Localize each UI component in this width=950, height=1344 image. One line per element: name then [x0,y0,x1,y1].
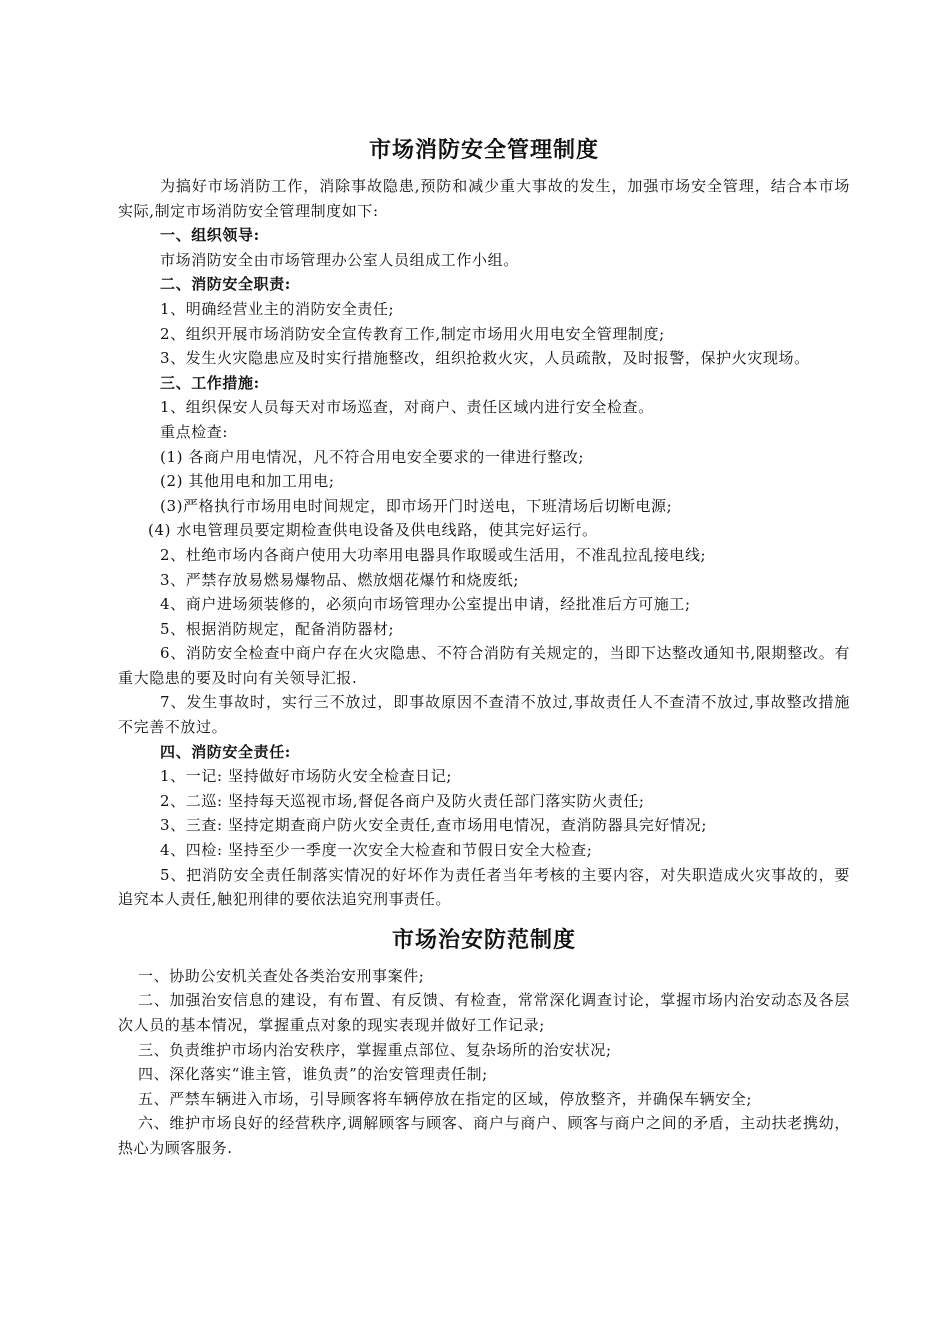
intro-paragraph: 为搞好市场消防工作，消除事故隐患,预防和减少重大事故的发生，加强市场安全管理，结合本市场实际,制定市场消防安全管理制度如下: [118,177,850,220]
inspection-item: (3)严格执行市场用电时间规定，即市场开门时送电，下班清场后切断电源; [160,496,673,515]
responsibility-item: 2、二巡: 坚持每天巡视市场,督促各商户及防火责任部门落实防火责任; [160,791,645,810]
measure-item: 4、商户进场须装修的，必须向市场管理办公室提出申请，经批准后方可施工; [160,595,691,614]
inspection-item: (2) 其他用电和加工用电; [160,472,335,491]
responsibility-item: 3、三查: 坚持定期查商户防火安全责任,查市场用电情况，查消防器具完好情况; [160,816,707,835]
inspection-item: (1) 各商户用电情况，凡不符合用电安全要求的一律进行整改; [160,447,585,466]
measure-item: 5、根据消防规定，配备消防器材; [160,619,395,638]
document-title-public-security: 市场治安防范制度 [391,926,576,953]
responsibility-item: 1、一记: 坚持做好市场防火安全检查日记; [160,767,453,786]
document-title-fire-safety: 市场消防安全管理制度 [368,137,599,163]
responsibility-item: 4、四检: 坚持至少一季度一次安全大检查和节假日安全大检查; [160,841,593,860]
section-heading-organization: 一、组织领导: [160,226,260,245]
section-heading-duties: 二、消防安全职责: [160,275,291,294]
measure-item: 2、杜绝市场内各商户使用大功率用电器具作取暖或生活用，不准乱拉乱接电线; [160,545,707,564]
responsibility-item: 5、把消防安全责任制落实情况的好坏作为责任者当年考核的主要内容，对失职造成火灾事故的，要追究本人责任,触犯刑律的要依法追究刑事责任。 [118,865,850,909]
measure-subheading: 重点检查: [160,422,229,441]
security-rule-item: 四、深化落实“谁主管，谁负责”的治安管理责任制; [138,1065,488,1084]
measure-item: 3、严禁存放易燃易爆物品、燃放烟花爆竹和烧废纸; [160,570,519,589]
duty-item: 2、组织开展市场消防安全宣传教育工作,制定市场用火用电安全管理制度; [160,324,665,343]
security-rule-item: 六、维护市场良好的经营秩序,调解顾客与顾客、商户与商户、顾客与商户之间的矛盾，主动扶老携幼，热心为顾客服务. [118,1114,850,1157]
organization-paragraph: 市场消防安全由市场管理办公室人员组成工作小组。 [160,250,519,269]
security-rule-item: 五、严禁车辆进入市场，引导顾客将车辆停放在指定的区域，停放整齐，并确保车辆安全; [138,1089,753,1108]
section-heading-measures: 三、工作措施: [160,373,260,392]
measure-item: 6、消防安全检查中商户存在火灾隐患、不符合消防有关规定的，当即下达整改通知书,限期整改。有重大隐患的要及时向有关领导汇报. [118,644,850,687]
duty-item: 3、发生火灾隐患应及时实行措施整改，组织抢救火灾，人员疏散，及时报警，保护火灾现场。 [160,349,810,368]
measure-item: 7、发生事故时，实行三不放过，即事故原因不查清不放过,事故责任人不查清不放过,事故整改措施不完善不放过。 [118,693,850,737]
measure-item: 1、组织保安人员每天对市场巡查，对商户、责任区域内进行安全检查。 [160,398,654,417]
inspection-item: (4) 水电管理员要定期检查供电设备及供电线路，使其完好运行。 [148,521,598,540]
security-rules-list [118,964,850,1161]
security-rule-item: 一、协助公安机关查处各类治安刑事案件; [138,966,425,985]
section-heading-responsibility: 四、消防安全责任: [160,742,291,761]
document-page [118,126,850,1161]
security-rule-item: 二、加强治安信息的建设，有布置、有反馈、有检查，常常深化调查讨论，掌握市场内治安动态及各层次人员的基本情况，掌握重点对象的现实表现并做好工作记录; [118,991,850,1034]
duty-item: 1、明确经营业主的消防安全责任; [160,299,395,318]
security-rule-item: 三、负责维护市场内治安秩序，掌握重点部位、复杂场所的治安状况; [138,1040,612,1059]
